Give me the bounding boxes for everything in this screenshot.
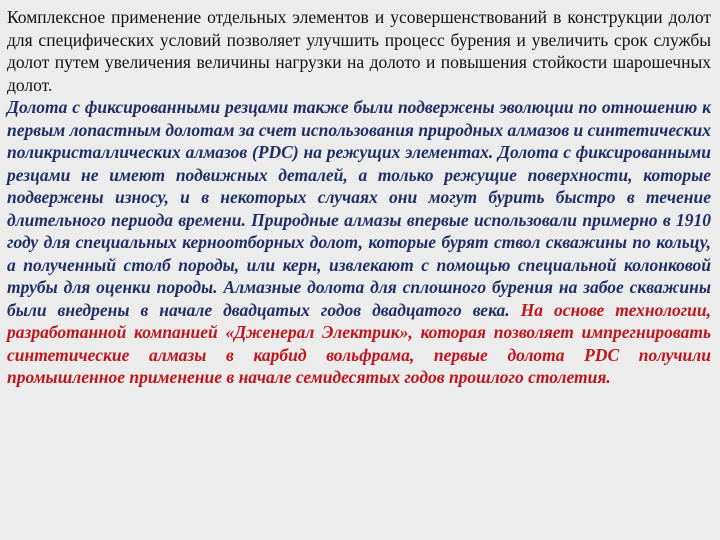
pdc-paragraph-general-electric: На основе технологии, разработанной компанией «Дженерал Электрик», которая позволяет импрегнировать синтетические алмазы в карбид вольфрама, первые долота PDC получили промышленное применение в начале семидесятых годов прошлого столетия. [7, 299, 711, 387]
pdc-paragraph [7, 96, 711, 389]
intro-paragraph: Комплексное применение отдельных элементов и усовершенствований в конструкции долот для специфических условий позволяет улучшить процесс бурения и увеличить срок службы долот путем увеличения величины нагрузки на долото и повышения стойкости шарошечных долот. [7, 7, 711, 95]
pdc-paragraph-history: Долота с фиксированными резцами также были подвержены эволюции по отношению к первым лопастным долотам за счет использования природных алмазов и синтетических поликристаллических алмазов (PDC) на режущих элементах. Долота с фиксированными резцами не имеют подвижных деталей, а только режущие поверхности, которые подвержены износу, и в некоторых случаях они могут бурить быстро в течение длительного периода времени. Природные алмазы впервые использовали примерно в 1910 году для специальных керноотборных долот, которые бурят ствол скважины по кольцу, а полученный столб породы, или керн, извлекают с помощью специальной колонковой трубы для оценки породы. Алмазные долота для сплошного бурения на забое скважины были внедрены в начале двадцатых годов двадцатого века. [7, 97, 711, 320]
text-block [7, 6, 711, 389]
